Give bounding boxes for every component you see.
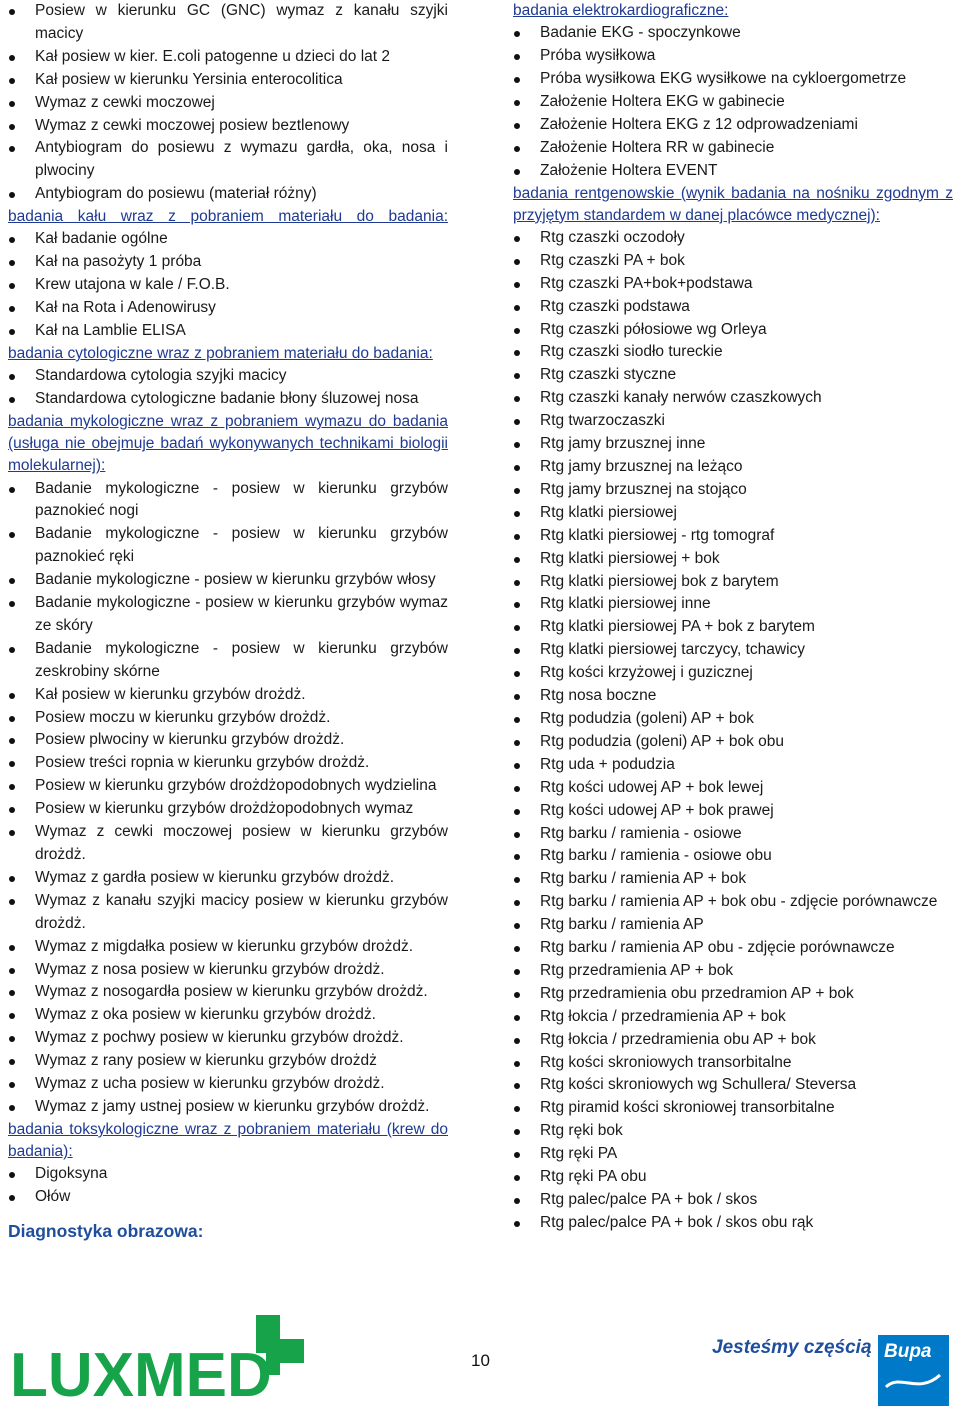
list-item: Rtg klatki piersiowej - rtg tomograf xyxy=(513,525,953,548)
intro-list xyxy=(8,0,448,206)
list-item: Antybiogram do posiewu z wymazu gardła, oka, nosa i plwociny xyxy=(8,137,448,183)
list-item: Rtg nosa boczne xyxy=(513,685,953,708)
list-item: Wymaz z ucha posiew w kierunku grzybów drożdż. xyxy=(8,1073,448,1096)
list-item: Rtg palec/palce PA + bok / skos obu rąk xyxy=(513,1212,953,1235)
list-item: Rtg czaszki PA+bok+podstawa xyxy=(513,273,953,296)
cytology-heading: badania cytologiczne wraz z pobraniem materiału do badania: xyxy=(8,344,433,362)
list-item: Rtg barku / ramienia - osiowe xyxy=(513,823,953,846)
list-item: Wymaz z nosogardła posiew w kierunku grzybów drożdż. xyxy=(8,981,448,1004)
list-item: Założenie Holtera EVENT xyxy=(513,160,953,183)
stool-list xyxy=(8,228,448,343)
list-item: Standardowa cytologia szyjki macicy xyxy=(8,365,448,388)
list-item: Rtg czaszki podstawa xyxy=(513,296,953,319)
list-item: Rtg jamy brzusznej inne xyxy=(513,433,953,456)
list-item: Wymaz z nosa posiew w kierunku grzybów drożdż. xyxy=(8,959,448,982)
left-column xyxy=(8,0,448,1242)
list-item: Wymaz z cewki moczowej posiew beztlenowy xyxy=(8,115,448,138)
bupa-logo-text: Bupa xyxy=(884,1341,932,1362)
list-item: Wymaz z rany posiew w kierunku grzybów drożdż xyxy=(8,1050,448,1073)
list-item: Kał posiew w kier. E.coli patogenne u dzieci do lat 2 xyxy=(8,46,448,69)
list-item: Wymaz z pochwy posiew w kierunku grzybów drożdż. xyxy=(8,1027,448,1050)
list-item: Wymaz z gardła posiew w kierunku grzybów drożdż. xyxy=(8,867,448,890)
list-item: Wymaz z cewki moczowej xyxy=(8,92,448,115)
list-item: Rtg czaszki styczne xyxy=(513,364,953,387)
list-item: Krew utajona w kale / F.O.B. xyxy=(8,274,448,297)
list-item: Rtg czaszki oczodoły xyxy=(513,227,953,250)
list-item: Kał na pasożyty 1 próba xyxy=(8,251,448,274)
list-item: Rtg ręki bok xyxy=(513,1120,953,1143)
list-item: Rtg twarzoczaszki xyxy=(513,410,953,433)
list-item: Wymaz z migdałka posiew w kierunku grzybów drożdż. xyxy=(8,936,448,959)
page-number: 10 xyxy=(471,1351,490,1370)
list-item: Kał posiew w kierunku Yersinia enterocolitica xyxy=(8,69,448,92)
list-item: Rtg kości skroniowych wg Schullera/ Steversa xyxy=(513,1074,953,1097)
list-item: Wymaz z oka posiew w kierunku grzybów drożdż. xyxy=(8,1004,448,1027)
list-item: Rtg czaszki kanały nerwów czaszkowych xyxy=(513,387,953,410)
list-item: Próba wysiłkowa EKG wysiłkowe na cykloergometrze xyxy=(513,68,953,91)
list-item: Rtg klatki piersiowej bok z barytem xyxy=(513,571,953,594)
list-item: Kał posiew w kierunku grzybów drożdż. xyxy=(8,684,448,707)
list-item: Rtg podudzia (goleni) AP + bok xyxy=(513,708,953,731)
right-column xyxy=(513,0,953,1235)
xray-heading: badania rentgenowskie (wynik badania na nośniku zgodnym z przyjętym standardem w danej placówce medycznej): xyxy=(513,184,953,224)
list-item: Rtg przedramienia obu przedramion AP + bok xyxy=(513,983,953,1006)
list-item: Posiew treści ropnia w kierunku grzybów drożdż. xyxy=(8,752,448,775)
list-item: Posiew plwociny w kierunku grzybów drożdż. xyxy=(8,729,448,752)
bupa-slogan: Jesteśmy częścią xyxy=(712,1337,872,1358)
toxicology-list xyxy=(8,1163,448,1209)
bupa-wave-icon xyxy=(878,1335,949,1406)
list-item: Rtg klatki piersiowej + bok xyxy=(513,548,953,571)
list-item: Rtg kości skroniowych transorbitalne xyxy=(513,1052,953,1075)
list-item: Posiew w kierunku grzybów drożdżopodobnych wymaz xyxy=(8,798,448,821)
bupa-logo xyxy=(878,1335,949,1406)
list-item: Badanie mykologiczne - posiew w kierunku grzybów paznokieć nogi xyxy=(8,478,448,524)
list-item: Rtg barku / ramienia AP + bok obu - zdjęcie porównawcze xyxy=(513,891,953,914)
imaging-section-title: Diagnostyka obrazowa: xyxy=(8,1221,204,1242)
list-item: Rtg klatki piersiowej inne xyxy=(513,593,953,616)
list-item: Rtg barku / ramienia AP xyxy=(513,914,953,937)
stool-heading: badania kału wraz z pobraniem materiału do badania: xyxy=(8,208,448,226)
list-item: Ołów xyxy=(8,1186,448,1209)
list-item: Rtg barku / ramienia AP obu - zdjęcie porównawcze xyxy=(513,937,953,960)
list-item: Rtg ręki PA xyxy=(513,1143,953,1166)
list-item: Wymaz z jamy ustnej posiew w kierunku grzybów drożdż. xyxy=(8,1096,448,1119)
list-item: Badanie EKG - spoczynkowe xyxy=(513,22,953,45)
list-item: Rtg klatki piersiowej PA + bok z barytem xyxy=(513,616,953,639)
list-item: Rtg czaszki PA + bok xyxy=(513,250,953,273)
list-item: Założenie Holtera RR w gabinecie xyxy=(513,137,953,160)
list-item: Założenie Holtera EKG w gabinecie xyxy=(513,91,953,114)
list-item: Kał na Rota i Adenowirusy xyxy=(8,297,448,320)
list-item: Wymaz z cewki moczowej posiew w kierunku grzybów drożdż. xyxy=(8,821,448,867)
list-item: Posiew moczu w kierunku grzybów drożdż. xyxy=(8,707,448,730)
mycology-list xyxy=(8,478,448,1119)
list-item: Założenie Holtera EKG z 12 odprowadzeniami xyxy=(513,114,953,137)
list-item: Badanie mykologiczne - posiew w kierunku grzybów zeskrobiny skórne xyxy=(8,638,448,684)
list-item: Posiew w kierunku GC (GNC) wymaz z kanału szyjki macicy xyxy=(8,0,448,46)
list-item: Rtg barku / ramienia - osiowe obu xyxy=(513,845,953,868)
xray-list xyxy=(513,227,953,1235)
cytology-list xyxy=(8,365,448,411)
list-item: Rtg łokcia / przedramienia obu AP + bok xyxy=(513,1029,953,1052)
list-item: Rtg czaszki siodło tureckie xyxy=(513,341,953,364)
list-item: Rtg jamy brzusznej na stojąco xyxy=(513,479,953,502)
list-item: Standardowa cytologiczne badanie błony śluzowej nosa xyxy=(8,388,448,411)
list-item: Rtg kości krzyżowej i guzicznej xyxy=(513,662,953,685)
ecg-list xyxy=(513,22,953,182)
list-item: Rtg kości udowej AP + bok lewej xyxy=(513,777,953,800)
list-item: Rtg przedramienia AP + bok xyxy=(513,960,953,983)
list-item: Rtg klatki piersiowej xyxy=(513,502,953,525)
list-item: Wymaz z kanału szyjki macicy posiew w kierunku grzybów drożdż. xyxy=(8,890,448,936)
list-item: Kał na Lamblie ELISA xyxy=(8,320,448,343)
list-item: Posiew w kierunku grzybów drożdżopodobnych wydzielina xyxy=(8,775,448,798)
list-item: Rtg piramid kości skroniowej transorbitalne xyxy=(513,1097,953,1120)
list-item: Rtg jamy brzusznej na leżąco xyxy=(513,456,953,479)
list-item: Kał badanie ogólne xyxy=(8,228,448,251)
toxicology-heading: badania toksykologiczne wraz z pobraniem materiału (krew do badania): xyxy=(8,1120,448,1161)
list-item: Badanie mykologiczne - posiew w kierunku grzybów włosy xyxy=(8,569,448,592)
list-item: Digoksyna xyxy=(8,1163,448,1186)
luxmed-logo-text: LUXMED xyxy=(10,1341,272,1410)
ecg-heading: badania elektrokardiograficzne: xyxy=(513,2,729,19)
list-item: Rtg łokcia / przedramienia AP + bok xyxy=(513,1006,953,1029)
list-item: Rtg kości udowej AP + bok prawej xyxy=(513,800,953,823)
list-item: Rtg palec/palce PA + bok / skos xyxy=(513,1189,953,1212)
list-item: Badanie mykologiczne - posiew w kierunku grzybów paznokieć ręki xyxy=(8,523,448,569)
list-item: Rtg ręki PA obu xyxy=(513,1166,953,1189)
list-item: Rtg uda + podudzia xyxy=(513,754,953,777)
list-item: Próba wysiłkowa xyxy=(513,45,953,68)
list-item: Rtg barku / ramienia AP + bok xyxy=(513,868,953,891)
list-item: Rtg czaszki półosiowe wg Orleya xyxy=(513,319,953,342)
list-item: Badanie mykologiczne - posiew w kierunku grzybów wymaz ze skóry xyxy=(8,592,448,638)
list-item: Antybiogram do posiewu (materiał różny) xyxy=(8,183,448,206)
list-item: Rtg klatki piersiowej tarczycy, tchawicy xyxy=(513,639,953,662)
list-item: Rtg podudzia (goleni) AP + bok obu xyxy=(513,731,953,754)
mycology-heading: badania mykologiczne wraz z pobraniem wymazu do badania (usługa nie obejmuje badań wykonywanych technikami biologii molekularnej): xyxy=(8,412,448,475)
